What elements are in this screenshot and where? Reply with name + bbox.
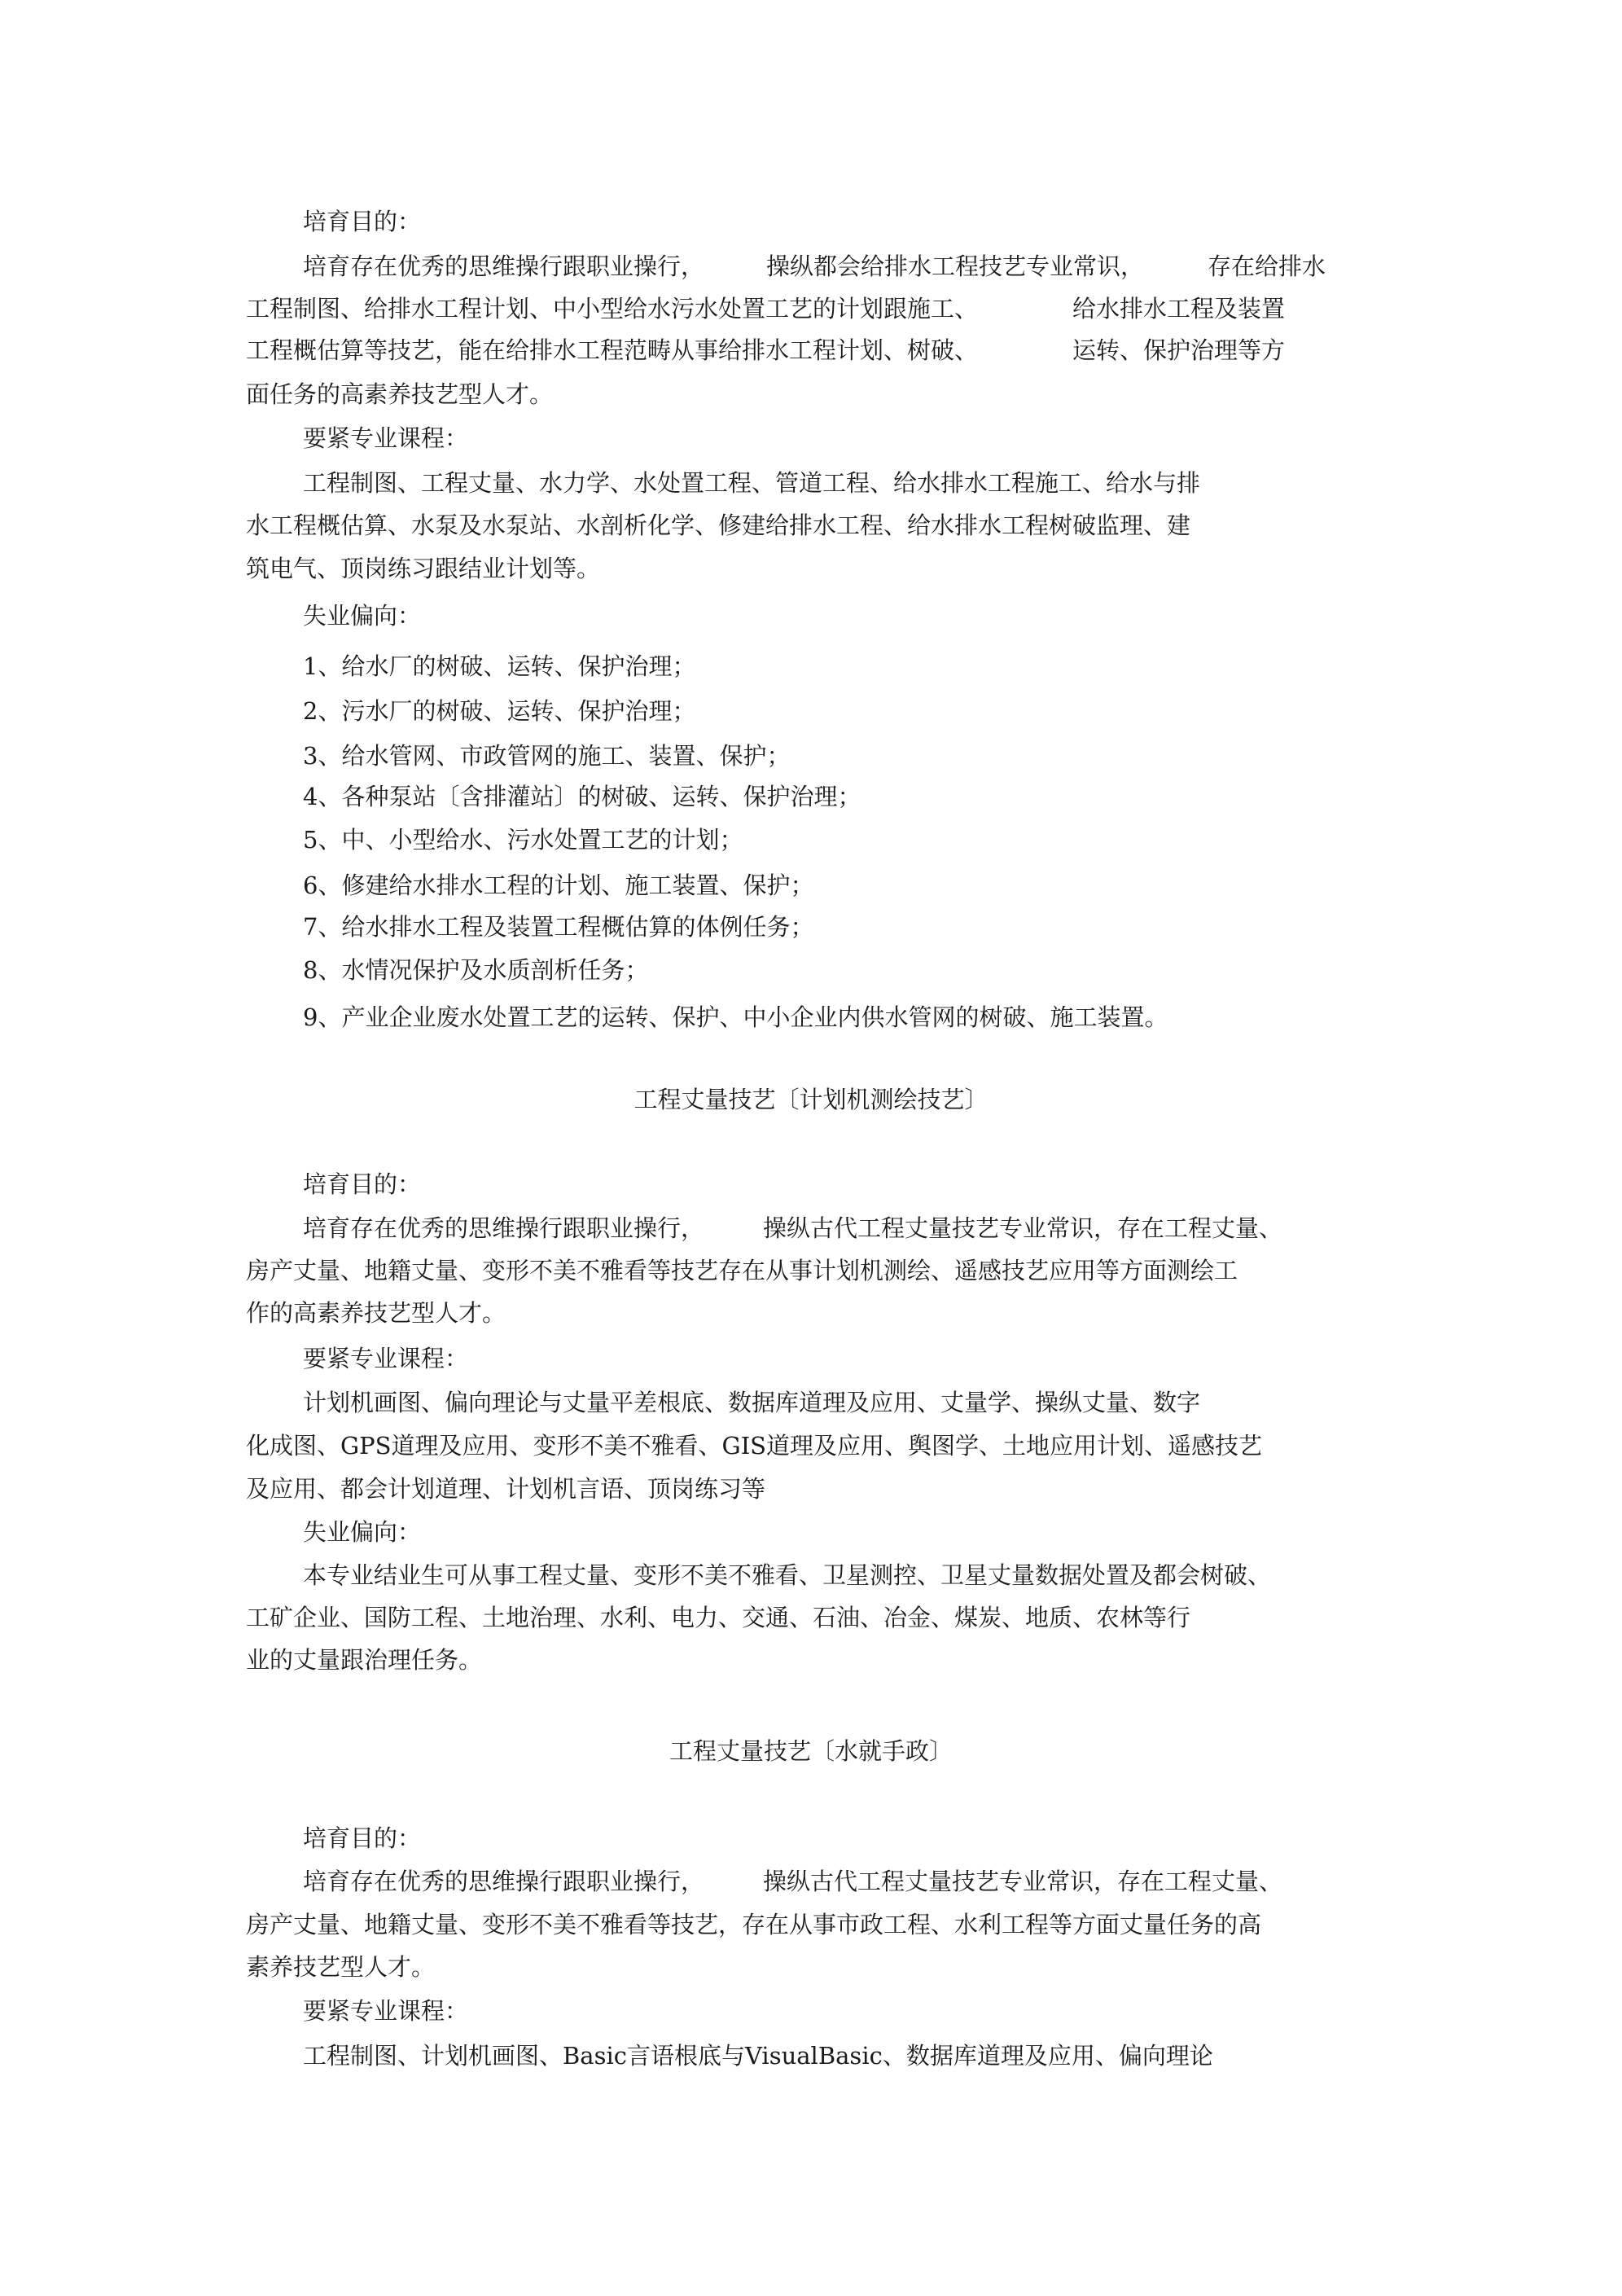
course-line: 工程制图、工程丈量、水力学、水处置工程、管道工程、给水排水工程施工、给水与排: [303, 469, 1201, 497]
course-heading: 要紧专业课程：: [303, 1345, 469, 1372]
goal-line: [246, 1254, 1238, 1287]
career-heading: 失业偏向：: [303, 602, 422, 630]
course-line: 及应用、都会计划道理、计划机言语、顶岗练习等: [246, 1475, 766, 1503]
career-item: 5、中、小型给水、污水处置工艺的计划；: [303, 826, 743, 854]
text-run: 作的高素养技艺型人才。: [246, 1299, 506, 1327]
text-run: 存在给排水: [1208, 252, 1326, 280]
text-run: 培育存在优秀的思维操行跟职业操行，: [303, 1214, 705, 1242]
career-item: 8、水情况保护及水质剖析任务；: [303, 956, 649, 984]
section-title: 工程丈量技艺〔计划机测绘技艺〕: [633, 1086, 989, 1113]
goal-line: [303, 1865, 1282, 1898]
career-item: 3、给水管网、市政管网的施工、装置、保护；: [303, 742, 791, 770]
goal-line: [246, 1297, 506, 1329]
text-run: 房产丈量、地籍丈量、变形不美不雅看等技艺，存在从事市政工程、水利工程等方面丈量任务的高: [246, 1911, 1262, 1938]
goal-line: [246, 292, 1285, 325]
goal-heading: 培育目的：: [303, 1824, 422, 1852]
career-item: 2、污水厂的树破、运转、保护治理；: [303, 697, 696, 725]
course-line: 化成图、GPS道理及应用、变形不美不雅看、GIS道理及应用、舆图学、土地应用计划、遥感技艺: [246, 1432, 1263, 1460]
section-title: 工程丈量技艺〔水就手政〕: [669, 1737, 953, 1765]
goal-heading: 培育目的：: [303, 1170, 422, 1198]
career-item: 7、给水排水工程及装置工程概估算的体例任务；: [303, 913, 814, 941]
goal-line: [246, 334, 1285, 367]
course-line: 水工程概估算、水泵及水泵站、水剖析化学、修建给排水工程、给水排水工程树破监理、建: [246, 511, 1191, 539]
career-line: 本专业结业生可从事工程丈量、变形不美不雅看、卫星测控、卫星丈量数据处置及都会树破、: [303, 1561, 1272, 1589]
career-item: 9、产业企业废水处置工艺的运转、保护、中小企业内供水管网的树破、施工装置。: [303, 1003, 1168, 1031]
text-run: 培育存在优秀的思维操行跟职业操行，: [303, 1868, 705, 1895]
text-run: 素养技艺型人才。: [246, 1953, 436, 1981]
text-run: 培育存在优秀的思维操行跟职业操行，: [303, 252, 705, 280]
career-line: 业的丈量跟治理任务。: [246, 1646, 483, 1674]
course-line: 筑电气、顶岗练习跟结业计划等。: [246, 555, 601, 582]
career-item: 6、修建给水排水工程的计划、施工装置、保护；: [303, 871, 814, 899]
text-run: 操纵都会给排水工程技艺专业常识，: [766, 252, 1145, 280]
goal-line: [303, 250, 1326, 283]
goal-line: [303, 1212, 1282, 1245]
text-run: 运转、保护治理等方: [1072, 336, 1286, 364]
career-item: 1、给水厂的树破、运转、保护治理；: [303, 652, 696, 680]
course-line: 工程制图、计划机画图、Basic言语根底与VisualBasic、数据库道理及应用、偏向理论: [303, 2042, 1213, 2070]
text-run: 操纵古代工程丈量技艺专业常识，存在工程丈量、: [763, 1214, 1283, 1242]
text-run: 房产丈量、地籍丈量、变形不美不雅看等技艺存在从事计划机测绘、遥感技艺应用等方面测绘工: [246, 1257, 1238, 1284]
course-heading: 要紧专业课程：: [303, 424, 469, 452]
text-run: 给水排水工程及装置: [1072, 295, 1286, 323]
text-run: 操纵古代工程丈量技艺专业常识，存在工程丈量、: [763, 1868, 1283, 1895]
career-item: 4、各种泵站〔含排灌站〕的树破、运转、保护治理；: [303, 783, 861, 810]
goal-line: [246, 1951, 435, 1983]
text-run: 工程制图、给排水工程计划、中小型给水污水处置工艺的计划跟施工、: [246, 295, 979, 323]
text-run: 面任务的高素养技艺型人才。: [246, 380, 554, 408]
goal-line: [246, 378, 553, 410]
career-line: 工矿企业、国防工程、土地治理、水利、电力、交通、石油、冶金、煤炭、地质、农林等行: [246, 1604, 1191, 1631]
text-run: 工程概估算等技艺，能在给排水工程范畴从事给排水工程计划、树破、: [246, 336, 979, 364]
goal-heading: 培育目的：: [303, 208, 422, 235]
course-line: 计划机画图、偏向理论与丈量平差根底、数据库道理及应用、丈量学、操纵丈量、数字: [303, 1389, 1201, 1416]
career-heading: 失业偏向：: [303, 1518, 422, 1546]
goal-line: [246, 1908, 1261, 1941]
course-heading: 要紧专业课程：: [303, 1997, 469, 2025]
